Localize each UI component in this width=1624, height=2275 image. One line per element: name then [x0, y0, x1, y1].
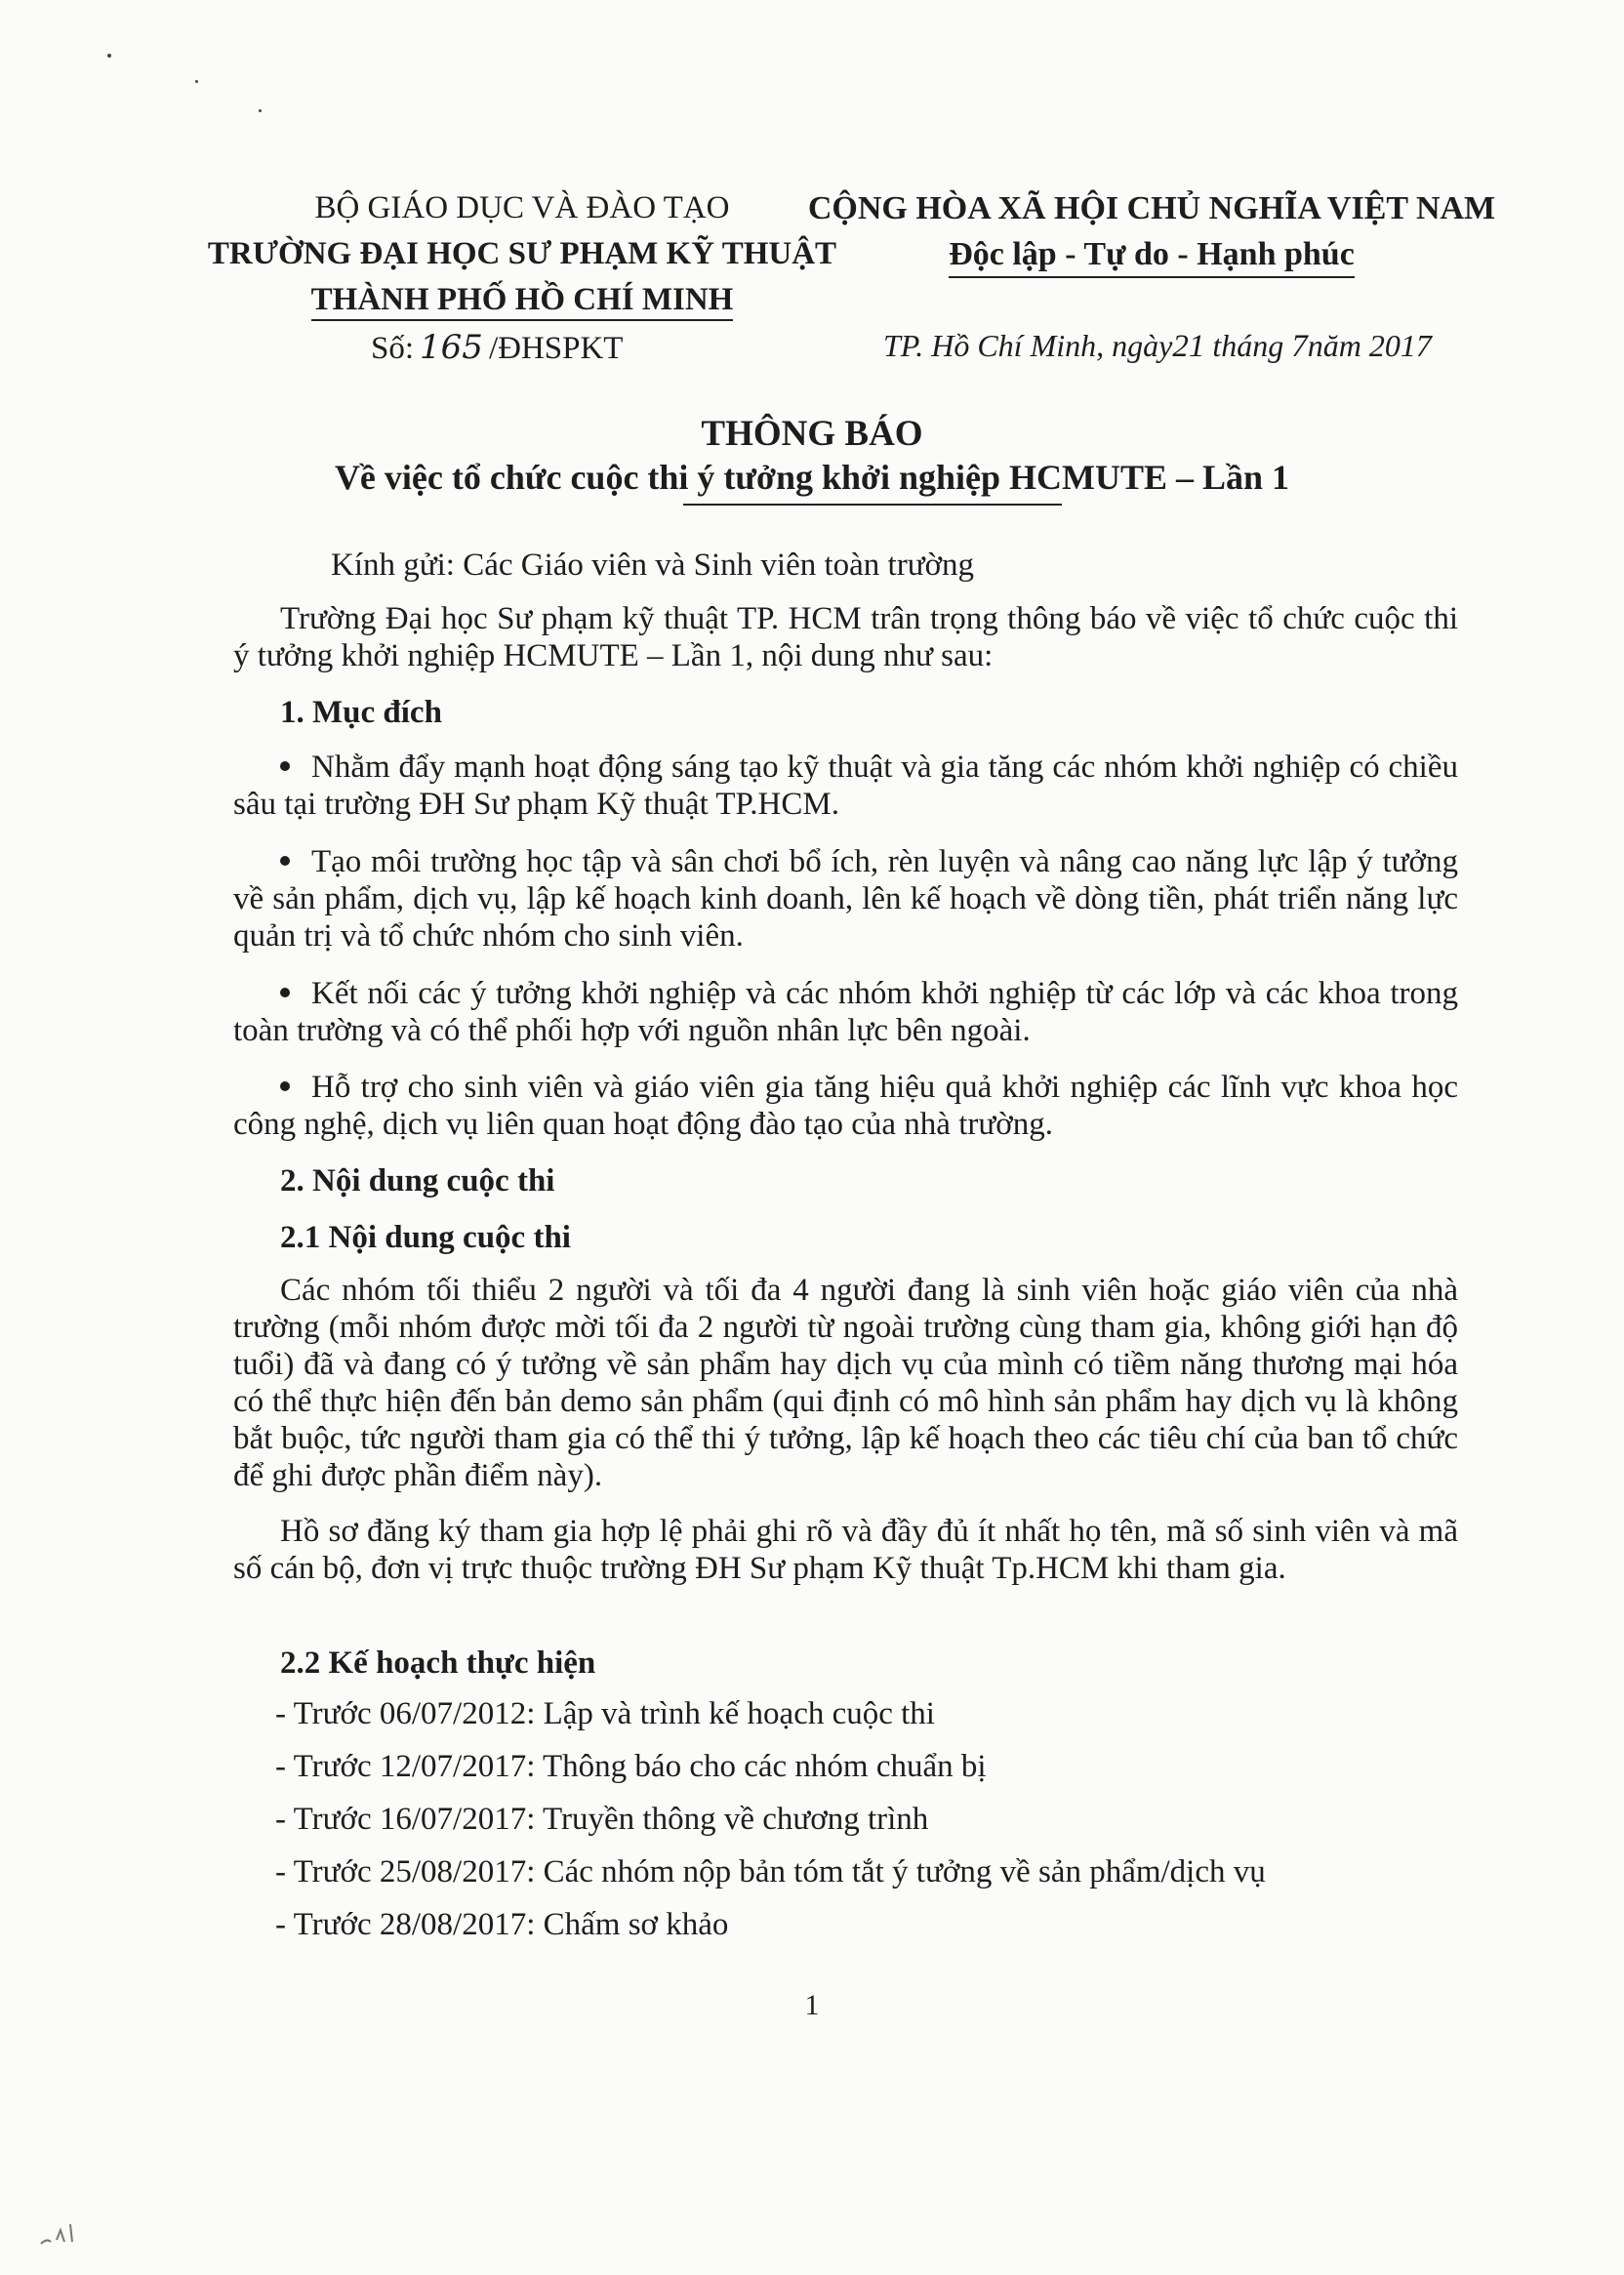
purpose-bullet: Hỗ trợ cho sinh viên và giáo viên gia tăng hiệu quả khởi nghiệp các lĩnh vực khoa học công nghệ, dịch vụ liên quan hoạt động đào tạo của nhà trường. — [233, 1070, 1458, 1142]
purpose-bullet: Kết nối các ý tưởng khởi nghiệp và các nhóm khởi nghiệp từ các lớp và các khoa trong toàn trường và có thể phối hợp với nguồn nhân lực bên ngoài. — [233, 976, 1458, 1048]
bullet-icon — [280, 856, 290, 866]
plan-item: - Trước 06/07/2012: Lập và trình kế hoạch cuộc thi — [275, 1696, 935, 1731]
national-header — [771, 185, 1532, 278]
number-suffix: /ĐHSPKT — [488, 331, 624, 366]
plan-item: - Trước 28/08/2017: Chấm sơ khảo — [275, 1907, 729, 1942]
university-city: THÀNH PHỐ HỒ CHÍ MINH — [311, 280, 734, 321]
pen-mark — [37, 2211, 96, 2250]
date-month-label: tháng — [1212, 328, 1284, 363]
section-2-heading: 2. Nội dung cuộc thi — [280, 1163, 555, 1198]
date-year: năm 2017 — [1307, 328, 1432, 363]
bullet-icon — [280, 988, 290, 997]
number-handwritten: 165 — [420, 328, 483, 367]
section-2-1-heading: 2.1 Nội dung cuộc thi — [280, 1220, 571, 1255]
eligibility-paragraph: Hồ sơ đăng ký tham gia hợp lệ phải ghi rõ và đầy đủ ít nhất họ tên, mã số sinh viên và mã số cán bộ, đơn vị trực thuộc trường ĐH Sư phạm Kỹ thuật Tp.HCM khi tham gia. — [233, 1514, 1458, 1586]
plan-item: - Trước 16/07/2017: Truyền thông về chương trình — [275, 1802, 929, 1837]
scan-speck — [259, 109, 262, 112]
section-1-heading: 1. Mục đích — [280, 695, 442, 730]
greeting: Kính gửi: Các Giáo viên và Sinh viên toàn trường — [331, 548, 975, 583]
content-paragraph: Các nhóm tối thiểu 2 người và tối đa 4 người đang là sinh viên hoặc giáo viên của nhà trường (mỗi nhóm được mời tối đa 2 người từ ngoài trường cùng tham gia, không giới hạn độ tuổi) đã và đang có ý tưởng về sản phẩm hay dịch vụ của mình có tiềm năng thương mại hóa có thể thực hiện đến bản demo sản phẩm (qui định có mô hình sản phẩm hay dịch vụ là không bắt buộc, tức người tham gia có thể thi ý tưởng, lập kế hoạch theo các tiêu chí của ban tổ chức để ghi được phần điểm này). — [233, 1273, 1458, 1493]
document-subtitle: Về việc tổ chức cuộc thi ý tưởng khởi nghiệp HCMUTE – Lần 1 — [334, 458, 1290, 497]
number-prefix: Số: — [371, 331, 415, 366]
scan-speck — [107, 54, 111, 58]
purpose-bullet: Nhằm đẩy mạnh hoạt động sáng tạo kỹ thuật và gia tăng các nhóm khởi nghiệp có chiều sâu tại trường ĐH Sư phạm Kỹ thuật TP.HCM. — [233, 750, 1458, 822]
scan-speck — [195, 80, 198, 83]
title-underline — [683, 504, 1062, 506]
bullet-icon — [280, 761, 290, 771]
republic-name: CỘNG HÒA XÃ HỘI CHỦ NGHĨA VIỆT NAM — [807, 190, 1496, 226]
section-2-2-heading: 2.2 Kế hoạch thực hiện — [280, 1645, 596, 1681]
document-number — [371, 328, 623, 367]
ministry-name: BỘ GIÁO DỤC VÀ ĐÀO TẠO — [314, 190, 730, 225]
date-place: TP. Hồ Chí Minh, ngày — [883, 328, 1173, 363]
intro-paragraph: Trường Đại học Sư phạm kỹ thuật TP. HCM trân trọng thông báo về việc tổ chức cuộc thi ý tưởng khởi nghiệp HCMUTE – Lần 1, nội dung như sau: — [233, 601, 1458, 673]
date-day-handwritten: 21 — [1172, 329, 1205, 364]
document-title: THÔNG BÁO — [701, 414, 923, 454]
page-number: 1 — [804, 1989, 820, 2021]
plan-item: - Trước 12/07/2017: Thông báo cho các nhóm chuẩn bị — [275, 1749, 987, 1784]
plan-item: - Trước 25/08/2017: Các nhóm nộp bản tóm tắt ý tưởng về sản phẩm/dịch vụ — [275, 1854, 1266, 1889]
issue-date — [883, 328, 1432, 365]
national-motto: Độc lập - Tự do - Hạnh phúc — [949, 233, 1355, 278]
issuer-block — [190, 185, 854, 323]
university-name: TRƯỜNG ĐẠI HỌC SƯ PHẠM KỸ THUẬT — [207, 236, 837, 271]
purpose-bullet: Tạo môi trường học tập và sân chơi bổ ích, rèn luyện và nâng cao năng lực lập ý tưởng về sản phẩm, dịch vụ, lập kế hoạch kinh doanh, lên kế hoạch về dòng tiền, phát triển năng lực quản trị và tổ chức nhóm cho sinh viên. — [233, 844, 1458, 954]
date-month-handwritten: 7 — [1291, 329, 1308, 364]
bullet-icon — [280, 1081, 290, 1091]
